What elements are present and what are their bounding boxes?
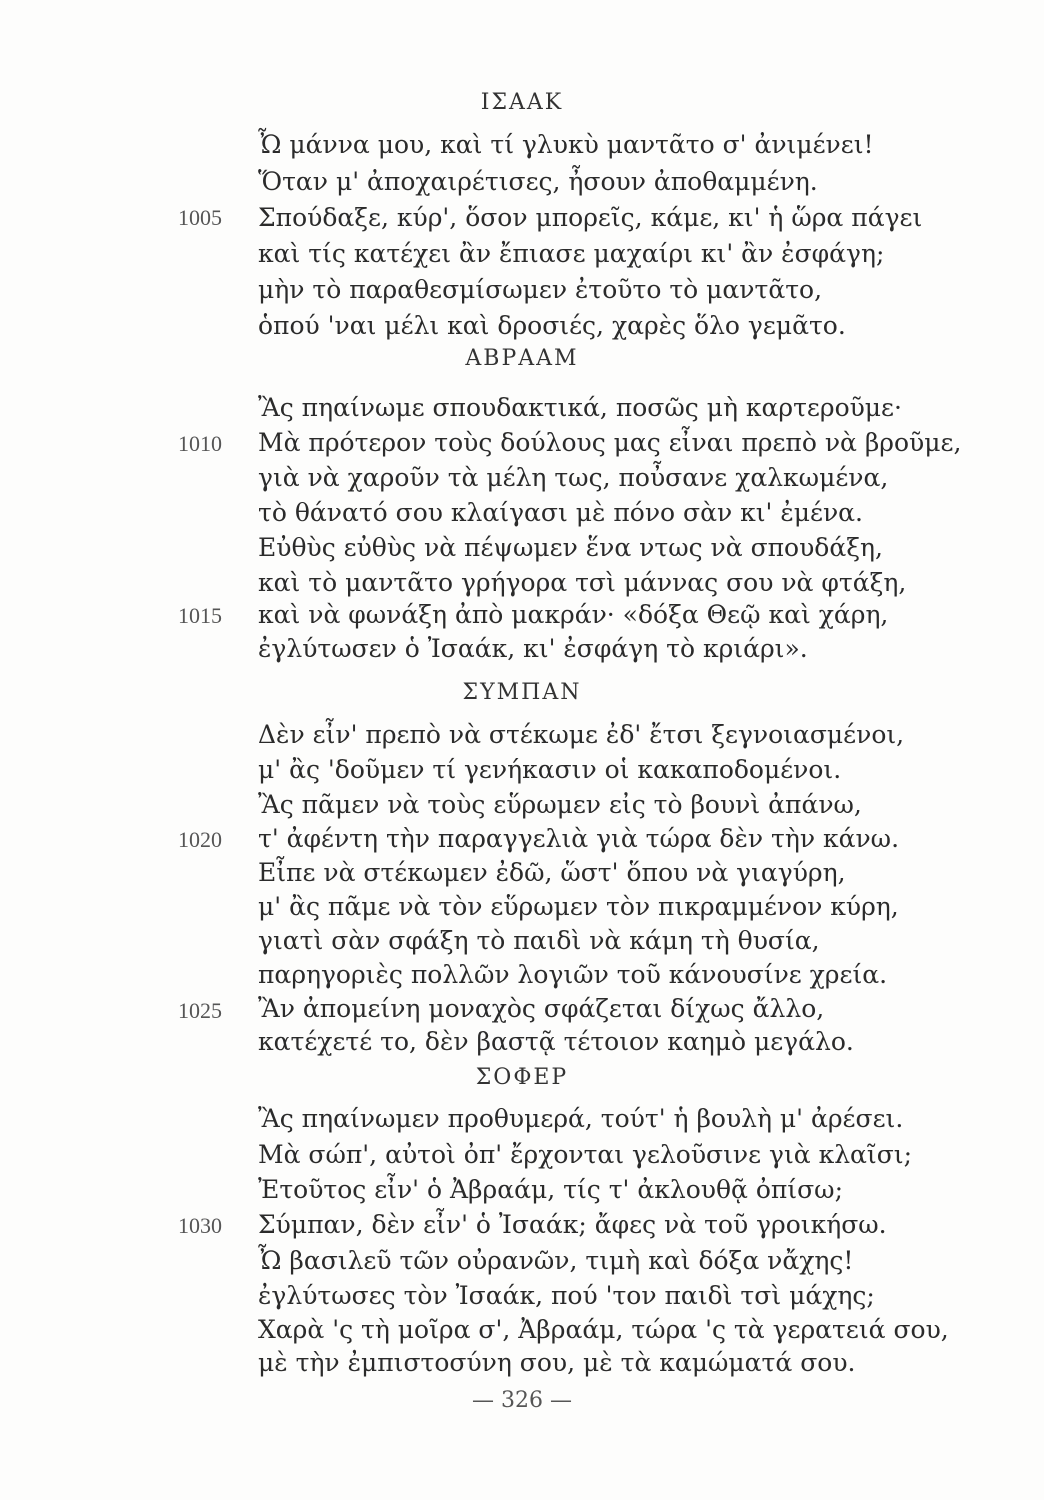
verse-line: Ὅταν μ' ἀποχαιρέτισες, ἦσουν ἀποθαμμένη.: [258, 167, 818, 196]
verse-line: Εἶπε νὰ στέκωμεν ἐδῶ, ὥστ' ὅπου νὰ γιαγύρη,: [258, 858, 846, 887]
verse-line: Σπούδαξε, κύρ', ὅσον μπορεῖς, κάμε, κι' ἡ ὥρα πάγει: [258, 203, 923, 232]
verse-line: Ἂς πᾶμεν νὰ τοὺς εὕρωμεν εἰς τὸ βουνὶ ἀπάνω,: [258, 790, 862, 819]
verse-line: ἐγλύτωσεν ὁ Ἰσαάκ, κι' ἐσφάγη τὸ κριάρι».: [258, 634, 808, 663]
verse-line: Δὲν εἶν' πρεπὸ νὰ στέκωμε ἐδ' ἔτσι ξεγνοιασμένοι,: [258, 720, 905, 749]
verse-line: κατέχετέ το, δὲν βαστᾷ τέτοιον καημὸ μεγάλο.: [258, 1027, 854, 1056]
line-number: 1030: [178, 1213, 222, 1238]
verse-line: Ἂς πηαίνωμε σπουδακτικά, ποσῶς μὴ καρτεροῦμε·: [258, 393, 902, 422]
verse-line: γιατὶ σὰν σφάξη τὸ παιδὶ νὰ κάμη τὴ θυσία,: [258, 926, 820, 955]
line-number: 1025: [178, 998, 222, 1023]
line-number: 1015: [178, 603, 222, 628]
verse-line: μὲ τὴν ἐμπιστοσύνη σου, μὲ τὰ καμώματά σου.: [258, 1348, 856, 1377]
verse-line: Ἐτοῦτος εἶν' ὁ Ἀβραάμ, τίς τ' ἀκλουθᾷ ὀπίσω;: [258, 1175, 843, 1204]
line-number: 1010: [178, 431, 222, 456]
verse-line: τὸ θάνατό σου κλαίγασι μὲ πόνο σὰν κι' ἐμένα.: [258, 498, 863, 527]
speaker-heading-sofer: ΣΟΦΕΡ: [475, 1065, 569, 1090]
verse-line: Ὦ μάννα μου, καὶ τί γλυκὺ μαντᾶτο σ' ἀνιμένει!: [258, 130, 874, 159]
verse-line: γιὰ νὰ χαροῦν τὰ μέλη τως, ποὖσανε χαλκωμένα,: [258, 463, 889, 492]
verse-line: τ' ἀφέντη τὴν παραγγελιὰ γιὰ τώρα δὲν τὴν κάνω.: [258, 824, 900, 853]
verse-line: καὶ τὸ μαντᾶτο γρήγορα τσὶ μάννας σου νὰ φτάξη,: [258, 568, 907, 597]
verse-line: παρηγοριὲς πολλῶν λογιῶν τοῦ κάνουσίνε χρεία.: [258, 960, 888, 989]
verse-line: Σύμπαν, δὲν εἶν' ὁ Ἰσαάκ; ἄφες νὰ τοῦ γροικήσω.: [258, 1210, 887, 1239]
speaker-heading-sympan: ΣΥΜΠΑΝ: [462, 680, 582, 705]
speaker-heading-avraam: ΑΒΡΑΑΜ: [465, 346, 579, 371]
verse-line: Ἂν ἀπομείνη μοναχὸς σφάζεται δίχως ἄλλο,: [258, 994, 825, 1023]
verse-line: Χαρὰ 'ς τὴ μοῖρα σ', Ἀβραάμ, τώρα 'ς τὰ γερατειά σου,: [258, 1315, 949, 1344]
line-number: 1005: [178, 205, 222, 230]
verse-line: ὁπού 'ναι μέλι καὶ δροσιές, χαρὲς ὅλο γεμᾶτο.: [258, 311, 846, 340]
verse-line: μ' ἂς 'δοῦμεν τί γενήκασιν οἱ κακαποδομένοι.: [258, 755, 842, 784]
verse-line: ἐγλύτωσες τὸν Ἰσαάκ, πού 'τον παιδὶ τσὶ μάχης;: [258, 1281, 875, 1310]
verse-line: Ἂς πηαίνωμεν προθυμερά, τούτ' ἡ βουλὴ μ' ἀρέσει.: [258, 1104, 904, 1133]
verse-line: Εὐθὺς εὐθὺς νὰ πέψωμεν ἕνα ντως νὰ σπουδάξη,: [258, 533, 883, 562]
speaker-heading-isaak: ΙΣΑΑΚ: [480, 90, 564, 115]
verse-line: Μὰ σώπ', αὐτοὶ ὀπ' ἔρχονται γελοῦσινε γιὰ κλαῖσι;: [258, 1140, 913, 1169]
verse-line: μ' ἂς πᾶμε νὰ τὸν εὕρωμεν τὸν πικραμμένον κύρη,: [258, 892, 899, 921]
verse-line: καὶ νὰ φωνάξη ἀπὸ μακράν· «δόξα Θεῷ καὶ χάρη,: [258, 600, 889, 629]
verse-line: Μὰ πρότερον τοὺς δούλους μας εἶναι πρεπὸ νὰ βροῦμε,: [258, 428, 962, 457]
verse-line: μὴν τὸ παραθεσμίσωμεν ἐτοῦτο τὸ μαντᾶτο,: [258, 275, 823, 304]
verse-line: καὶ τίς κατέχει ἂν ἔπιασε μαχαίρι κι' ἂν ἐσφάγη;: [258, 239, 885, 268]
verse-line: Ὦ βασιλεῦ τῶν οὐρανῶν, τιμὴ καὶ δόξα νἄχης!: [258, 1246, 854, 1275]
page-number: — 326 —: [472, 1388, 572, 1413]
line-number: 1020: [178, 827, 222, 852]
